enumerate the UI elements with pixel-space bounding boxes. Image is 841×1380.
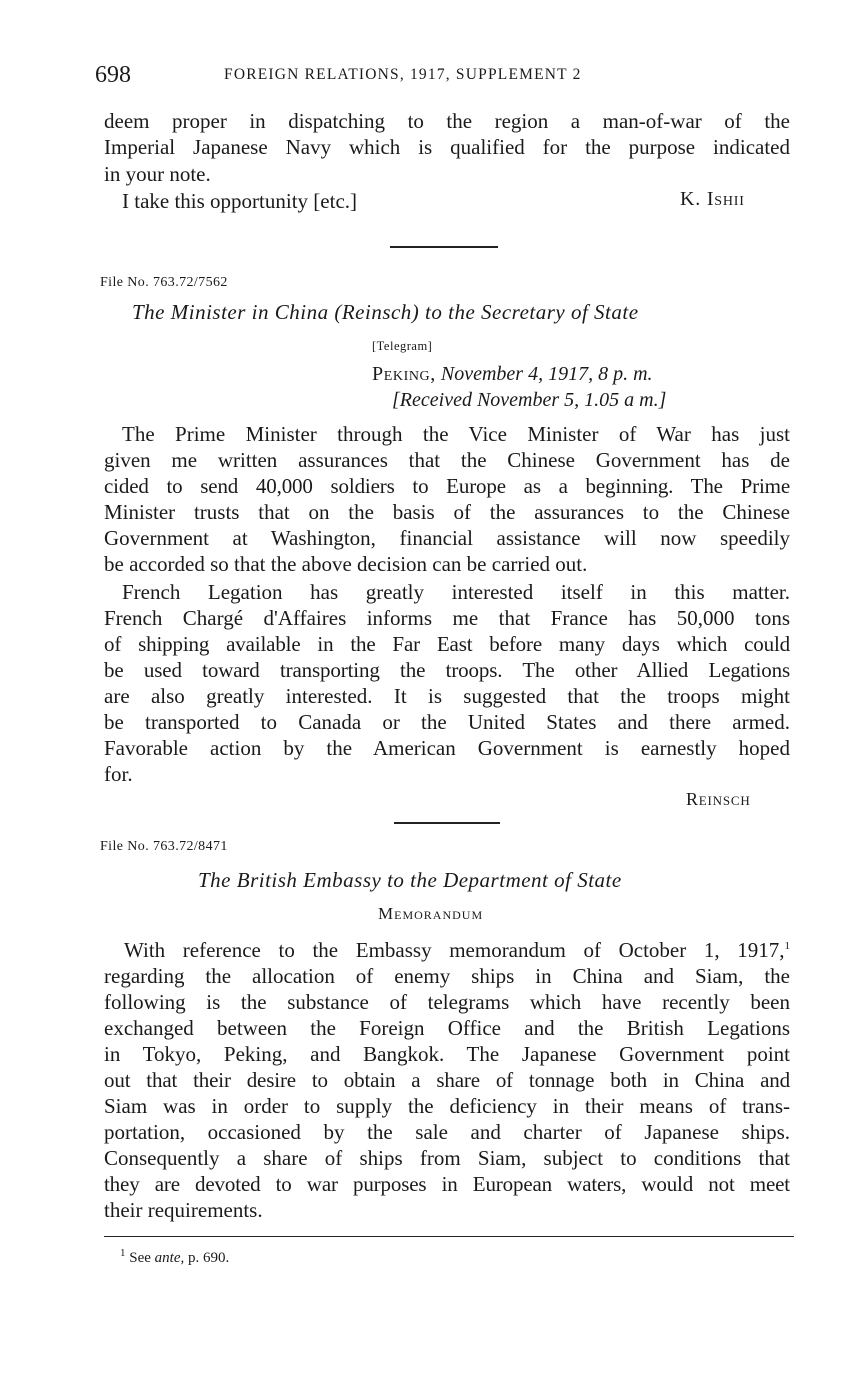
footnote-page: p. 690. — [188, 1250, 230, 1266]
text-line: out that their desire to obtain a share of tonnage both in China and — [104, 1068, 790, 1092]
signature-ishii: K. Ishii — [680, 188, 745, 210]
text-line: following is the substance of telegrams which have recently been — [104, 990, 790, 1014]
running-title: FOREIGN RELATIONS, 1917, SUPPLEMENT 2 — [224, 66, 582, 83]
text-line: they are devoted to war purposes in European waters, would not meet — [104, 1172, 790, 1196]
text-line: Consequently a share of ships from Siam, subject to conditions that — [104, 1146, 790, 1170]
text-line: deem proper in dispatching to the region a man-of-war of the — [104, 109, 790, 133]
footnote — [120, 1247, 230, 1267]
text-line: be accorded so that the above decision can be carried out. — [104, 552, 588, 576]
text-line: French Chargé d'Affaires informs me that France has 50,000 tons — [104, 606, 790, 630]
text-line: Government at Washington, financial assistance will now speedily — [104, 526, 790, 550]
text-line: Favorable action by the American Government is earnestly hoped — [104, 736, 790, 760]
text-line: Minister trusts that on the basis of the assurances to the Chinese — [104, 500, 790, 524]
text-line: exchanged between the Foreign Office and the British Legations — [104, 1016, 790, 1040]
footnote-ante: ante, — [154, 1250, 185, 1266]
document-heading: The British Embassy to the Department of State — [198, 868, 622, 892]
footnote-see: See — [129, 1250, 151, 1266]
section-divider — [394, 822, 500, 824]
received-line: [Received November 5, 1.05 a m.] — [392, 389, 667, 411]
signature-reinsch: Reinsch — [686, 789, 751, 809]
text-span: With reference to the Embassy memorandum of October 1, 1917, — [124, 938, 785, 962]
footnote-marker: 1 — [120, 1247, 126, 1259]
text-line: Imperial Japanese Navy which is qualified for the purpose indicated — [104, 135, 790, 159]
file-number: File No. 763.72/7562 — [100, 275, 228, 290]
text-line: of shipping available in the Far East before many days which could — [104, 632, 790, 656]
footnote-rule — [104, 1236, 794, 1237]
dateline-place: Peking, — [372, 363, 436, 385]
text-line: for. — [104, 762, 133, 786]
text-line: regarding the allocation of enemy ships in China and Siam, the — [104, 964, 790, 988]
memorandum-label: Memorandum — [378, 904, 484, 923]
text-line: The Prime Minister through the Vice Minister of War has just — [122, 422, 790, 446]
text-line: their requirements. — [104, 1198, 263, 1222]
text-line: in your note. — [104, 162, 211, 186]
file-number: File No. 763.72/8471 — [100, 839, 228, 854]
dateline-date: November 4, 1917, 8 p. m. — [440, 363, 653, 385]
text-line: be used toward transporting the troops. The other Allied Legations — [104, 658, 790, 682]
text-line — [124, 937, 790, 963]
closing-line: I take this opportunity [etc.] — [122, 189, 358, 213]
footnote-marker: 1 — [784, 940, 790, 952]
text-line: Siam was in order to supply the deficiency in their means of trans- — [104, 1094, 790, 1118]
document-type-label: [Telegram] — [372, 339, 433, 353]
text-line: French Legation has greatly interested itself in this matter. — [122, 580, 790, 604]
section-divider — [390, 246, 498, 248]
text-line: be transported to Canada or the United States and there armed. — [104, 710, 790, 734]
dateline — [372, 363, 653, 386]
document-heading: The Minister in China (Reinsch) to the Secretary of State — [132, 300, 639, 324]
page-number: 698 — [95, 62, 131, 88]
text-line: in Tokyo, Peking, and Bangkok. The Japanese Government point — [104, 1042, 790, 1066]
text-line: cided to send 40,000 soldiers to Europe as a beginning. The Prime — [104, 474, 790, 498]
text-line: portation, occasioned by the sale and charter of Japanese ships. — [104, 1120, 790, 1144]
text-line: given me written assurances that the Chinese Government has de — [104, 448, 790, 472]
text-line: are also greatly interested. It is suggested that the troops might — [104, 684, 790, 708]
